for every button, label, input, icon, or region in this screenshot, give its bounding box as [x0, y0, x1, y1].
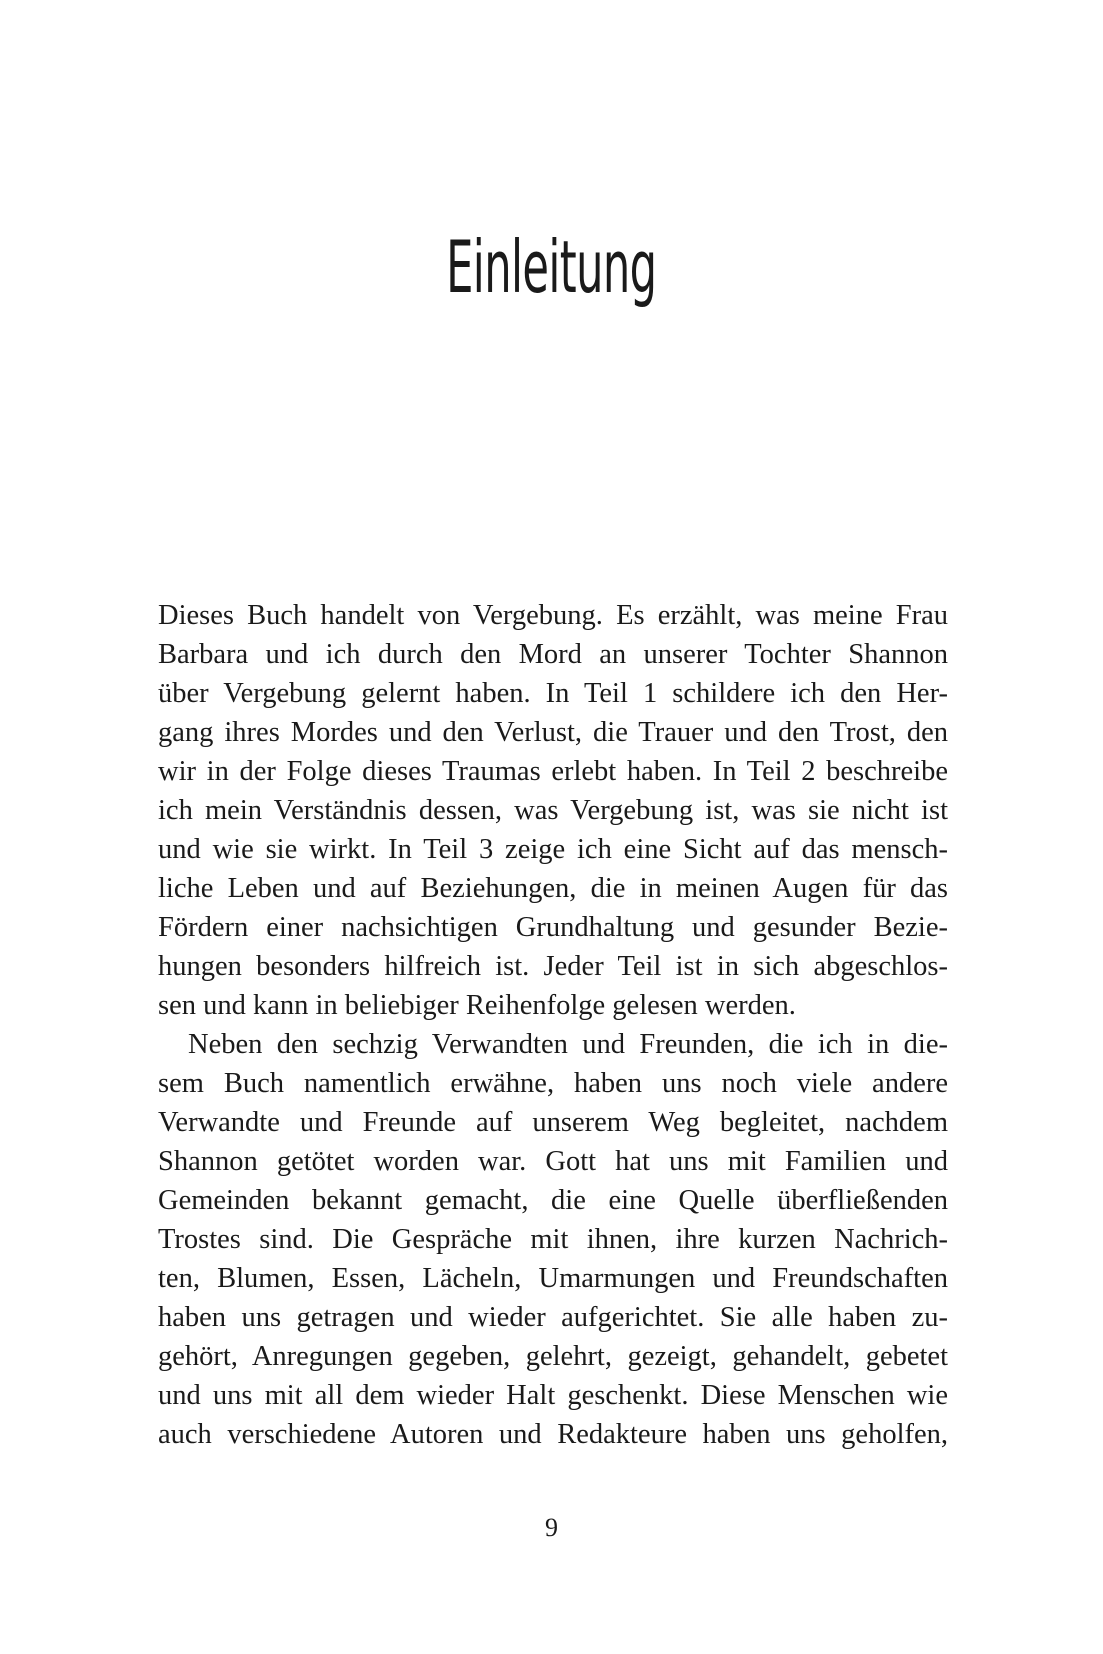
text-line: Dieses Buch handelt von Vergebung. Es erzählt, was meine Frau [158, 600, 948, 631]
paragraph-2 [158, 1025, 948, 1454]
text-line: ich mein Verständnis dessen, was Vergebung ist, was sie nicht ist [158, 795, 948, 826]
text-line: liche Leben und auf Beziehungen, die in meinen Augen für das [158, 873, 948, 904]
text-line: hungen besonders hilfreich ist. Jeder Teil ist in sich abgeschlos- [158, 951, 948, 982]
page-number: 9 [545, 1513, 558, 1542]
text-line: Fördern einer nachsichtigen Grundhaltung und gesunder Bezie- [158, 912, 948, 943]
text-line: gehört, Anregungen gegeben, gelehrt, gezeigt, gehandelt, gebetet [158, 1341, 948, 1372]
text-line: Shannon getötet worden war. Gott hat uns mit Familien und [158, 1146, 948, 1177]
paragraph-1 [158, 596, 948, 1025]
text-line: ten, Blumen, Essen, Lächeln, Umarmungen und Freundschaften [158, 1263, 948, 1294]
text-line: Trostes sind. Die Gespräche mit ihnen, ihre kurzen Nachrich- [158, 1224, 948, 1255]
text-line: und uns mit all dem wieder Halt geschenkt. Diese Menschen wie [158, 1380, 948, 1411]
body-text [158, 596, 948, 1454]
text-line: wir in der Folge dieses Traumas erlebt haben. In Teil 2 beschreibe [158, 756, 948, 787]
text-line: Neben den sechzig Verwandten und Freunden, die ich in die- [188, 1029, 948, 1060]
text-line: Barbara und ich durch den Mord an unserer Tochter Shannon [158, 639, 948, 670]
text-line: auch verschiedene Autoren und Redakteure haben uns geholfen, [158, 1419, 948, 1450]
text-line: Gemeinden bekannt gemacht, die eine Quelle überfließenden [158, 1185, 948, 1216]
text-line: sen und kann in beliebiger Reihenfolge gelesen werden. [158, 990, 796, 1021]
text-line: haben uns getragen und wieder aufgerichtet. Sie alle haben zu- [158, 1302, 948, 1333]
text-line: Verwandte und Freunde auf unserem Weg begleitet, nachdem [158, 1107, 948, 1138]
text-line: gang ihres Mordes und den Verlust, die Trauer und den Trost, den [158, 717, 948, 748]
text-line: und wie sie wirkt. In Teil 3 zeige ich eine Sicht auf das mensch- [158, 834, 948, 865]
text-line: über Vergebung gelernt haben. In Teil 1 schildere ich den Her- [158, 678, 948, 709]
text-line: sem Buch namentlich erwähne, haben uns noch viele andere [158, 1068, 948, 1099]
chapter-title: Einleitung [446, 225, 657, 309]
